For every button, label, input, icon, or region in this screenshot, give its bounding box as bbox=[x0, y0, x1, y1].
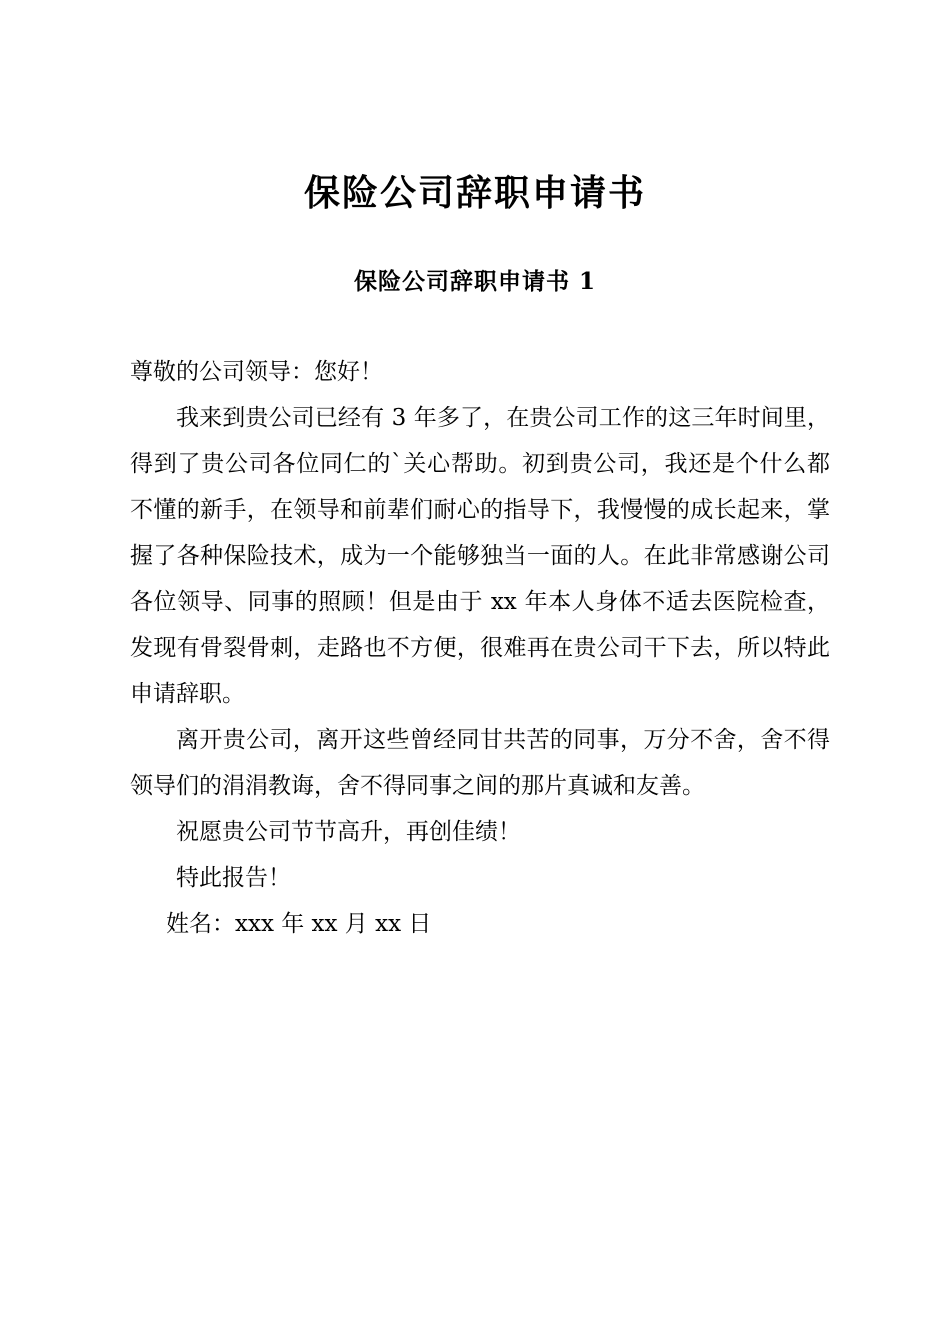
signature-line: 姓名：xxx 年 xx 月 xx 日 bbox=[166, 911, 432, 937]
document-title: 保险公司辞职申请书 bbox=[303, 172, 646, 214]
paragraph-wishes: 祝愿贵公司节节高升，再创佳绩！ bbox=[176, 819, 521, 845]
paragraph-closing: 特此报告！ bbox=[176, 865, 291, 891]
paragraph-farewell: 离开贵公司，离开这些曾经同甘共苦的同事，万分不舍，舍不得领导们的涓涓教诲，舍不得同事之间的那片真诚和友善。 bbox=[130, 727, 830, 799]
document-subtitle: 保险公司辞职申请书 1 bbox=[353, 268, 596, 295]
salutation: 尊敬的公司领导：您好！ bbox=[130, 359, 383, 385]
letter-body bbox=[130, 349, 830, 947]
paragraph-intro: 我来到贵公司已经有 3 年多了，在贵公司工作的这三年时间里，得到了贵公司各位同仁的`关心帮助。初到贵公司，我还是个什么都不懂的新手，在领导和前辈们耐心的指导下，我慢慢的成长起来，掌握了各种保险技术，成为一个能够独当一面的人。在此非常感谢公司各位领导、同事的照顾！但是由于 xx 年本人身体不适去医院检查，发现有骨裂骨刺，走路也不方便，很难再在贵公司干下去，所以特此申请辞职。 bbox=[130, 405, 830, 707]
